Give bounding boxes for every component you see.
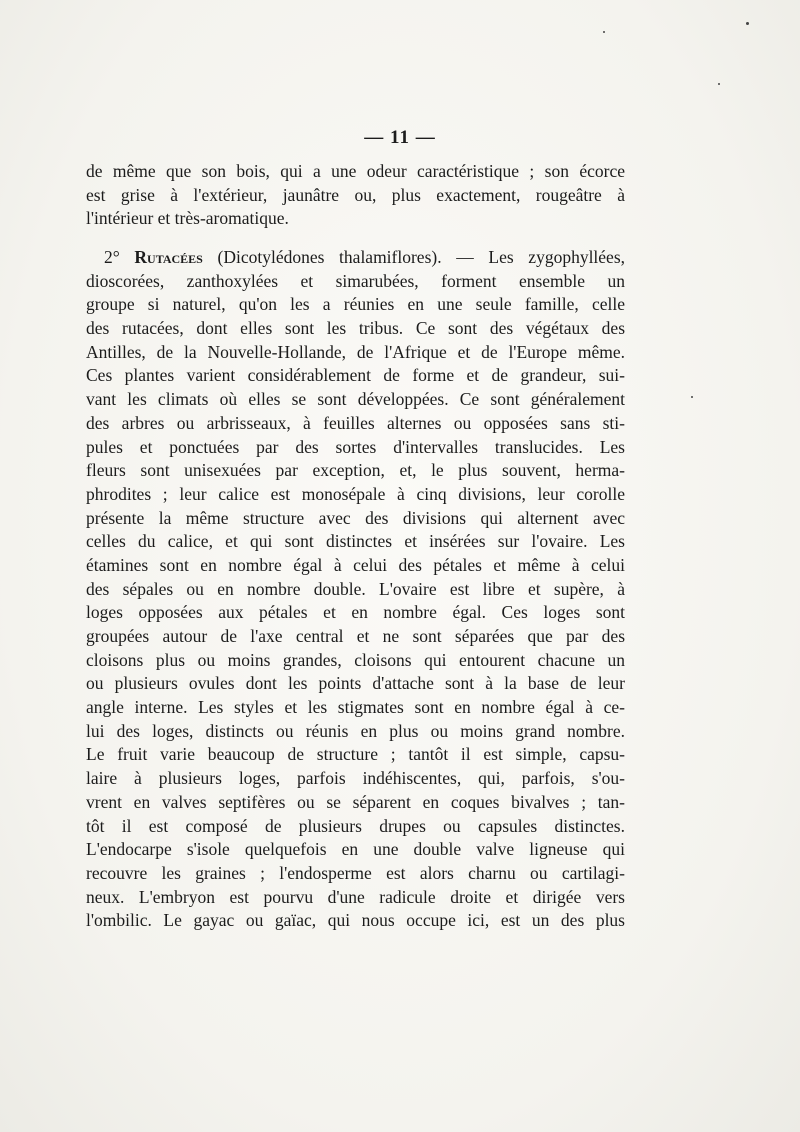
text-line: phrodites ; leur calice est monosépale à cinq divisions, leur corolle [86, 483, 625, 504]
text-line: tôt il est composé de plusieurs drupes ou capsules distinctes. [86, 815, 625, 836]
text-line: lui des loges, distincts ou réunis en plus ou moins grand nombre. [86, 720, 625, 741]
text-line: des arbres ou arbrisseaux, à feuilles alternes ou opposées sans sti- [86, 412, 625, 433]
text-line: Ces plantes varient considérablement de forme et de grandeur, sui- [86, 365, 625, 386]
text-line: groupe si naturel, qu'on les a réunies en une seule famille, celle [86, 294, 625, 315]
text-line-first [86, 246, 625, 270]
text-line: loges opposées aux pétales et en nombre égal. Ces loges sont [86, 602, 625, 623]
paper-speck [603, 31, 605, 33]
text-line: des sépales ou en nombre double. L'ovaire est libre et supère, à [86, 578, 625, 599]
text-line: Le fruit varie beaucoup de structure ; tantôt il est simple, capsu- [86, 744, 625, 765]
text-line: recouvre les graines ; l'endosperme est alors charnu ou cartilagi- [86, 862, 625, 883]
first-line-text: (Dicotylédones thalamiflores). — Les zygophyllées, [217, 247, 625, 267]
text-line: des rutacées, dont elles sont les tribus. Ce sont des végétaux des [86, 318, 625, 339]
text-line: de même que son bois, qui a une odeur caractéristique ; son écorce [86, 161, 625, 181]
text-line: angle interne. Les styles et les stigmates sont en nombre égal à ce- [86, 697, 625, 718]
text-line: celles du calice, et qui sont distinctes et insérées sur l'ovaire. Les [86, 531, 625, 552]
text-line: L'endocarpe s'isole quelquefois en une double valve ligneuse qui [86, 839, 625, 860]
paragraph-rutacees [86, 246, 625, 933]
text-line: neux. L'embryon est pourvu d'une radicule droite et dirigée vers [86, 886, 625, 907]
paper-speck [718, 83, 720, 85]
text-line: présente la même structure avec des divisions qui alternent avec [86, 507, 625, 528]
text-line: l'intérieur et très-aromatique. [86, 208, 289, 229]
text-line: ou plusieurs ovules dont les points d'attache sont à la base de leur [86, 673, 625, 694]
text-line: Antilles, de la Nouvelle-Hollande, de l'Afrique et de l'Europe même. [86, 341, 625, 362]
paragraph-continuation [86, 160, 625, 231]
text-line: vrent en valves septifères ou se séparent en coques bivalves ; tan- [86, 791, 625, 812]
section-heading: Rutacées [134, 247, 203, 267]
text-line: est grise à l'extérieur, jaunâtre ou, plus exactement, rougeâtre à [86, 184, 625, 205]
text-line: étamines sont en nombre égal à celui des pétales et même à celui [86, 554, 625, 575]
section-number: 2° [104, 247, 120, 267]
text-line: cloisons plus ou moins grandes, cloisons qui entourent chacune un [86, 649, 625, 670]
text-line: fleurs sont unisexuées par exception, et, le plus souvent, herma- [86, 460, 625, 481]
paper-speck [691, 396, 693, 398]
text-line: vant les climats où elles se sont développées. Ce sont généralement [86, 389, 625, 410]
text-line: laire à plusieurs loges, parfois indéhiscentes, qui, parfois, s'ou- [86, 768, 625, 789]
text-line: l'ombilic. Le gayac ou gaïac, qui nous occupe ici, est un des plus [86, 910, 625, 931]
text-line: dioscorées, zanthoxylées et simarubées, forment ensemble un [86, 270, 625, 291]
paper-speck [746, 22, 749, 25]
text-line: pules et ponctuées par des sortes d'intervalles translucides. Les [86, 436, 625, 457]
text-line: groupées autour de l'axe central et ne sont séparées que par des [86, 626, 625, 646]
paragraph-lines [86, 270, 625, 933]
page-number: — 11 — [364, 127, 436, 148]
